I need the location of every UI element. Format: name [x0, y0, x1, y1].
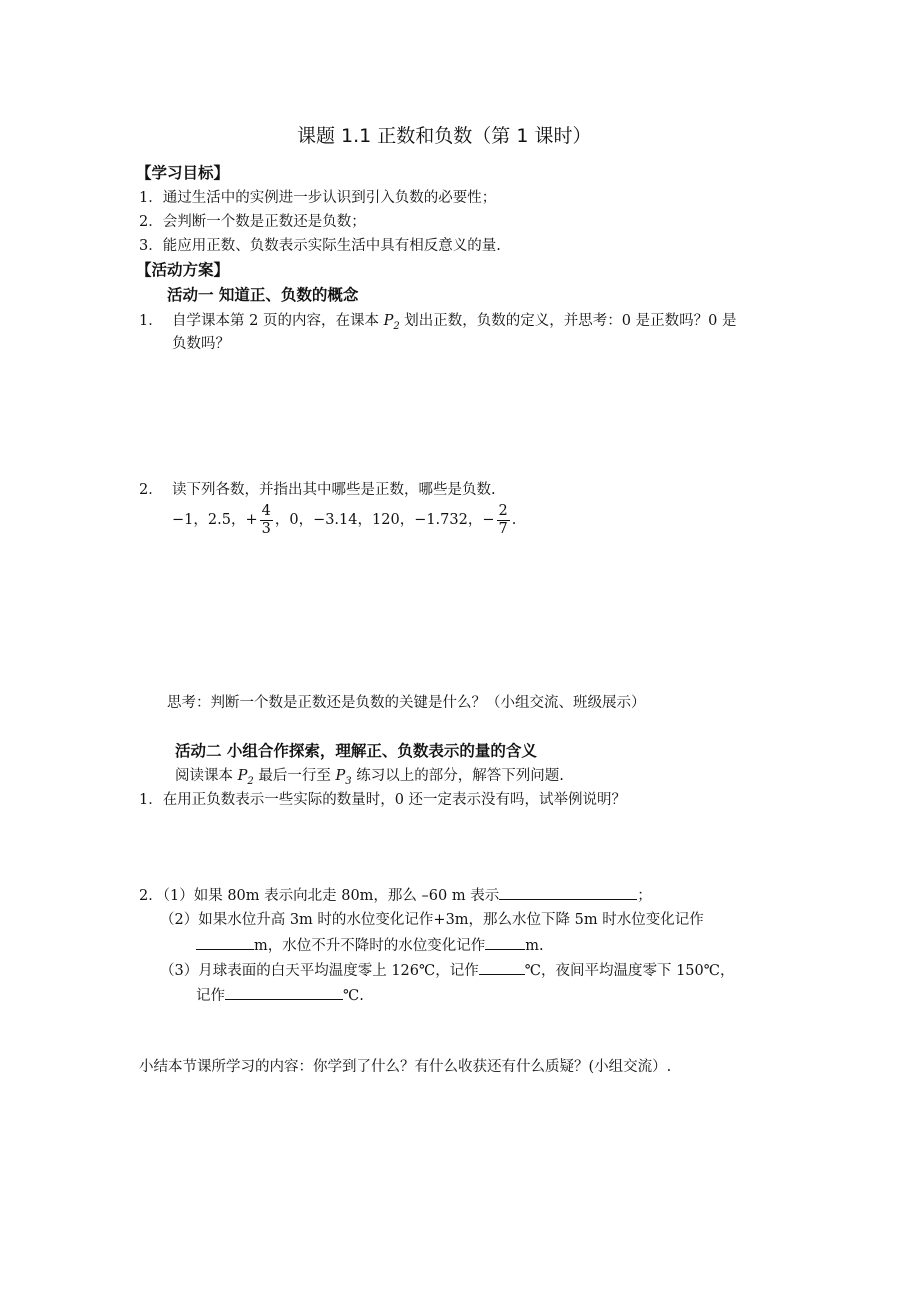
number-sign: − — [482, 512, 495, 529]
objectives-heading: 【学习目标】 — [136, 164, 230, 182]
answer-blank[interactable] — [499, 886, 637, 900]
page-title: 课题 1.1 正数和负数（第 1 课时） — [297, 125, 592, 147]
number-sign: + — [245, 512, 258, 529]
activity1-question-1: 1． 自学课本第 2 页的内容，在课本 $P_2$ 划出正数，负数的定义，并思考：0 是正数吗？0 是 — [139, 313, 737, 332]
fraction: $\frac{4}{3}$ — [261, 503, 271, 537]
objective-item: 2．会判断一个数是正数还是负数； — [139, 214, 366, 230]
activity1-question-2: 2． 读下列各数，并指出其中哪些是正数，哪些是负数. — [139, 482, 496, 498]
number: −3.14 — [313, 512, 358, 529]
number: 0 — [289, 512, 299, 529]
answer-blank[interactable] — [196, 936, 254, 950]
activity2-question-2-part-3-continued: 记作 ℃. — [196, 988, 364, 1004]
activity1-title: 活动一 知道正、负数的概念 — [167, 286, 359, 304]
number-list: −1，2.5，+ $\frac{4}{3}$ ，0，−3.14，120，−1.732，− $\frac{2}{7}$ . — [172, 503, 517, 537]
number: 2.5 — [207, 512, 231, 529]
textbook-page-ref: $P_2$ — [237, 768, 254, 787]
question-number: 2． — [139, 888, 163, 904]
objective-item: 3．能应用正数、负数表示实际生活中具有相反意义的量. — [139, 238, 501, 254]
answer-blank[interactable] — [479, 961, 525, 975]
activity2-question-1: 1．在用正负数表示一些实际的数量时，0 还一定表示没有吗，试举例说明？ — [139, 792, 627, 808]
activity2-question-2-part-3: （3）月球表面的白天平均温度零上 126℃，记作 ℃，夜间平均温度零下 150℃， — [160, 963, 735, 979]
lesson-summary: 小结本节课所学习的内容：你学到了什么？有什么收获还有什么质疑？(小组交流）. — [139, 1059, 672, 1075]
textbook-page-ref: $P_2$ — [383, 313, 400, 332]
answer-blank[interactable] — [485, 936, 525, 950]
number: −1.732 — [414, 512, 468, 529]
fraction: $\frac{2}{7}$ — [498, 503, 508, 537]
question-number: 2． — [139, 482, 163, 498]
activity2-question-2-part-1: 2．（1）如果 80m 表示向北走 80m，那么 –60 m 表示 ； — [139, 888, 652, 904]
question-number: 1． — [139, 313, 163, 329]
answer-blank[interactable] — [225, 986, 343, 1000]
number: −1 — [172, 512, 194, 529]
activity2-intro: 阅读课本 $P_2$ 最后一行至 $P_3$ 练习以上的部分，解答下列问题. — [175, 768, 564, 787]
textbook-page-ref: $P_3$ — [335, 768, 352, 787]
objective-item: 1．通过生活中的实例进一步认识到引入负数的必要性； — [139, 190, 497, 206]
plan-heading: 【活动方案】 — [136, 261, 230, 279]
think-prompt: 思考：判断一个数是正数还是负数的关键是什么？（小组交流、班级展示） — [167, 695, 646, 711]
activity2-title: 活动二 小组合作探索，理解正、负数表示的量的含义 — [175, 742, 537, 760]
activity2-question-2-part-2: （2）如果水位升高 3m 时的水位变化记作+3m，那么水位下降 5m 时水位变化记作 — [160, 912, 704, 928]
number: 120 — [372, 512, 400, 529]
activity1-question-1-continued: 负数吗？ — [172, 336, 230, 352]
activity2-question-2-part-2-continued: m，水位不升不降时的水位变化记作 m. — [196, 936, 544, 956]
